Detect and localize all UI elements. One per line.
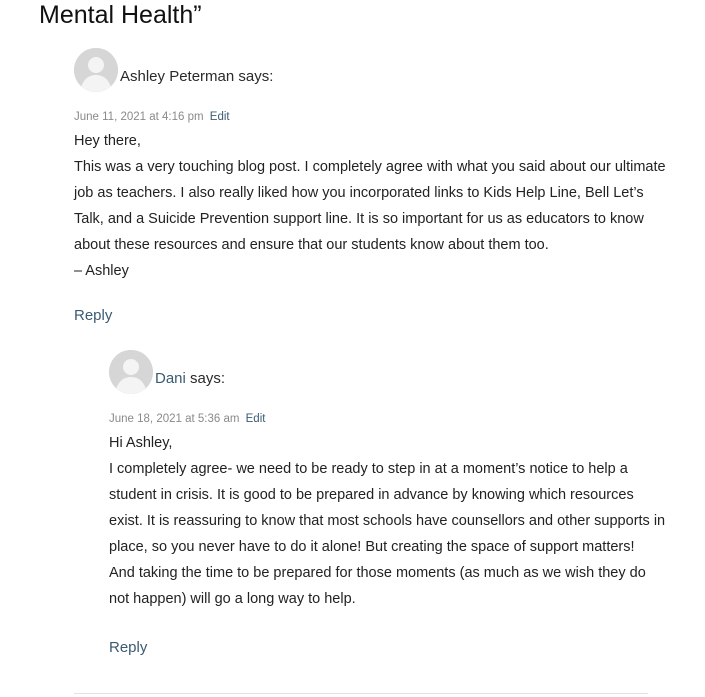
comment-author-name: Ashley Peterman xyxy=(120,68,235,85)
comment-author-row xyxy=(74,48,674,92)
comment-line: And taking the time to be prepared for those moments (as much as we wish they do not happen) will go a long way to help. xyxy=(109,565,646,607)
comment-divider xyxy=(74,693,648,694)
comment-meta xyxy=(74,110,674,124)
edit-link[interactable]: Edit xyxy=(245,413,266,425)
comment-reply xyxy=(109,350,669,658)
reply-link[interactable]: Reply xyxy=(74,307,113,324)
comment-author-line xyxy=(120,67,273,87)
comment-author-row xyxy=(109,350,669,394)
comment-date-link[interactable]: June 11, 2021 at 4:16 pm xyxy=(74,111,204,123)
comment-line: This was a very touching blog post. I completely agree with what you said about our ultimate job as teachers. I also really liked how you incorporated links to Kids Help Line, Bell Let’s Talk, and a Suicide Prevention support line. It is so important for us as educators to know about these resources and ensure that our students know about them too. xyxy=(74,159,666,253)
avatar-placeholder-icon xyxy=(109,350,153,394)
comment-body xyxy=(109,430,669,612)
comment-author-line xyxy=(155,369,225,389)
edit-link[interactable]: Edit xyxy=(209,111,230,123)
comment-date-link[interactable]: June 18, 2021 at 5:36 am xyxy=(109,413,240,425)
comment-line: Hey there, xyxy=(74,133,141,149)
comment-body xyxy=(74,128,674,284)
comment-says-label: says: xyxy=(238,68,274,85)
avatar xyxy=(74,48,118,92)
comment-meta xyxy=(109,412,669,426)
comment-says-label: says: xyxy=(190,370,226,387)
avatar-placeholder-icon xyxy=(74,48,118,92)
avatar xyxy=(109,350,153,394)
comment xyxy=(74,48,674,326)
comment-line: – Ashley xyxy=(74,263,129,279)
comment-line: Hi Ashley, xyxy=(109,435,173,451)
comment-line: I completely agree- we need to be ready to step in at a moment’s notice to help a student in crisis. It is good to be prepared in advance by knowing which resources exist. It is reassuring to know that most schools have counsellors and other supports in place, so you never have to do it alone! But creating the space of support matters! xyxy=(109,461,666,555)
page-title: Mental Health” xyxy=(39,1,202,29)
reply-link[interactable]: Reply xyxy=(109,639,148,656)
comment-author-link[interactable]: Dani xyxy=(155,370,186,387)
